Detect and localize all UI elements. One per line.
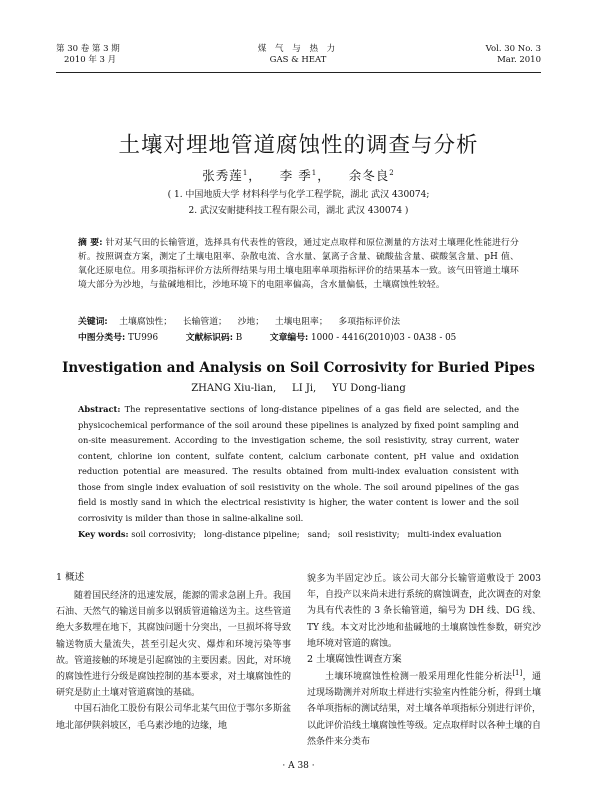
author-3-affil: 2	[389, 168, 395, 177]
header-rule	[56, 72, 541, 73]
doc-code-label: 文献标识码:	[185, 333, 233, 343]
header-volume-en: Vol. 30 No. 3	[485, 44, 541, 54]
abstract-en-label: Abstract:	[78, 404, 121, 414]
author-sep-2: ，	[317, 168, 331, 183]
header-date-en: Mar. 2010	[497, 55, 541, 65]
authors-cn	[56, 166, 541, 184]
header-volume-en-block	[400, 44, 541, 66]
doc-code-value: B	[235, 333, 243, 343]
section-1-heading: 1 概述	[56, 572, 85, 583]
header-volume-cn: 第 30 卷 第 3 期	[56, 44, 120, 54]
clc-value: TU996	[128, 333, 159, 343]
keywords-cn-label: 关键词:	[78, 317, 108, 327]
keyword-cn-5: 多项指标评价法	[338, 317, 401, 327]
affiliation-2: 2. 武汉安耐捷科技工程有限公司，湖北 武汉 430074 )	[188, 206, 409, 216]
header-journal-cn: 煤 气 与 热 力	[257, 44, 339, 54]
author-1-affil: 1	[242, 168, 249, 177]
header-date-cn: 2010 年 3 月	[64, 55, 117, 65]
section-1-paragraph-2: 中国石油化工股份有限公司华北某气田位于鄂尔多斯盆地北部伊陕斜坡区，毛乌素沙地的边缘，地	[56, 704, 291, 731]
reference-1: [1]	[512, 669, 523, 677]
author-3: 余冬良	[348, 168, 390, 183]
clc-label: 中图分类号:	[78, 333, 126, 343]
keywords-cn	[78, 315, 519, 329]
paragraph-continued: 貌多为半固定沙丘。该公司大部分长输管道敷设于 2003 年，自投产以来尚未进行系统的腐蚀调查，此次调查的对象为具有代表性的 3 条长输管道，编号为 DH 线、DG 线、TY 线。本文对比沙地和盐碱地的土壤腐蚀性参数，研究沙地环境对管道的腐蚀。	[307, 574, 542, 649]
abstract-cn-label: 摘 要:	[78, 238, 103, 248]
abstract-cn-text: 针对某气田的长输管道，选择具有代表性的管段，通过定点取样和原位测量的方法对土壤理化性能进行分析。按照调查方案，测定了土壤电阻率、杂散电流、含水量、氯离子含量、硫酸盐含量、碳酸氢含量、pH 值、氧化还原电位。用多项指标评价方法所得结果与用土壤电阻率单项指标评价的结果基本一致。该气田管道土壤环境大部分为沙地，与盐碱地相比，沙地环境下的电阻率偏高，含水量偏低，土壤腐蚀性较轻。	[78, 238, 519, 290]
keywords-en	[78, 527, 519, 543]
keyword-cn-1: 土壤腐蚀性；	[119, 317, 173, 327]
section-2-paragraph-1-a: 土壤环境腐蚀性检测一般采用理化性能分析法	[325, 672, 513, 682]
header-journal-en: GAS & HEAT	[269, 55, 327, 65]
page-number: · A 38 ·	[282, 761, 315, 771]
section-2-paragraph-1-b: ，通过现场勘测并对所取土样进行实验室内性能分析，得到土壤各单项指标的测试结果，对土壤各单项指标分别进行评价，以此评价沿线土壤腐蚀性等级。定点取样时以各种土壤的自然条件来分类布	[307, 672, 542, 747]
authors-en: ZHANG Xiu-lian, LI Ji, YU Dong-liang	[191, 383, 406, 394]
right-col-continuation	[307, 571, 541, 652]
paper-title-en: Investigation and Analysis on Soil Corrosivity for Buried Pipes	[62, 360, 535, 376]
author-2-affil: 1	[311, 168, 318, 177]
section-1-paragraph-1: 随着国民经济的迅速发展，能源的需求急剧上升。我国石油、天然气的输送目前多以钢质管道输送为主。这些管道绝大多数埋在地下，其腐蚀问题十分突出，一旦损坏将导致输送物质大量流失，甚至引起火灾、爆炸和环境污染等事故。管道接触的环境是引起腐蚀的主要因素。因此，对环境的腐蚀性进行分级是腐蚀控制的基本要求，对土壤腐蚀性的研究是防止土壤对管道腐蚀的基础。	[56, 591, 291, 699]
section-1-body	[56, 588, 291, 734]
author-1: 张秀莲	[202, 168, 243, 183]
section-2-body	[307, 669, 541, 750]
keywords-en-text: soil corrosivity; long-distance pipeline; sand; soil resistivity; multi-index evaluation	[131, 529, 502, 539]
abstract-en	[78, 402, 519, 526]
section-2-heading: 2 土壤腐蚀性调查方案	[307, 654, 402, 665]
section-2-paragraph-1	[307, 669, 541, 750]
author-sep-1: ，	[248, 168, 262, 183]
keyword-cn-4: 土壤电阻率；	[274, 317, 328, 327]
abstract-cn	[78, 236, 519, 292]
paper-title-cn: 土壤对埋地管道腐蚀性的调查与分析	[118, 133, 479, 158]
keyword-cn-3: 沙地；	[237, 317, 265, 327]
keywords-en-label: Key words:	[78, 529, 129, 539]
article-no-value: 1000 - 4416(2010)03 - 0A38 - 05	[311, 333, 457, 343]
article-no-label: 文章编号:	[269, 333, 309, 343]
author-2: 李 季	[279, 168, 312, 183]
header-journal-block	[210, 44, 386, 66]
classification-line	[78, 331, 519, 345]
keyword-cn-2: 长输管道；	[182, 317, 227, 327]
affiliation-1: ( 1. 中国地质大学 材料科学与化学工程学院，湖北 武汉 430074;	[167, 190, 430, 200]
header-volume-block	[56, 44, 186, 66]
abstract-en-text: The representative sections of long-distance pipelines of a gas field are selected, and the physicochemical performance of the soil around these pipelines is analyzed by fixed point sampling and on-site measurement. According to the investigation scheme, the soil resistivity, stray current, water content, chlorine ion content, sulfate content, calcium carbonate content, pH value and oxidation reduction potential are measured. The results obtained from multi-index evaluation consistent with those from single index evaluation of soil resistivity on the whole. The soil around pipelines of the gas field is mostly sand in which the electrical resistivity is higher, the water content is lower and the soil corrosivity is milder than those in saline-alkaline soil.	[78, 404, 520, 523]
